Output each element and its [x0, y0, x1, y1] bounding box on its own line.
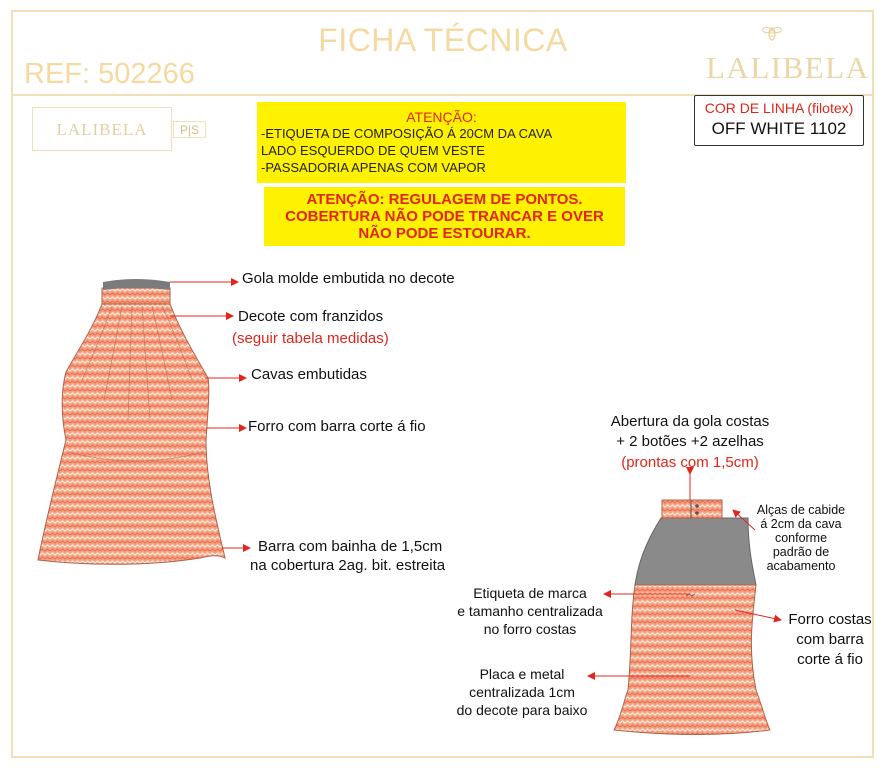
brand-logo: LALIBELA [706, 50, 870, 85]
callout-armholes: Cavas embutidas [251, 366, 367, 383]
callout-plate: centralizada 1cm [469, 684, 575, 700]
callout-plate: Placa e metal [479, 666, 565, 682]
callout-hanger-loops: á 2cm da cava [760, 517, 842, 531]
callout-back-opening-note: (prontas com 1,5cm) [621, 454, 759, 471]
callout-back-lining: Forro costas [788, 611, 872, 628]
callout-back-lining: com barra [796, 631, 864, 648]
callout-hanger-loops: conforme [774, 531, 828, 545]
callout-back-opening: Abertura da gola costas [610, 413, 770, 430]
callout-back-opening: + 2 botões +2 azelhas [616, 433, 764, 450]
callout-hanger-loops: Alças de cabide [756, 503, 846, 517]
callout-hanger-loops: padrão de [772, 545, 830, 559]
attention-line: LADO ESQUERDO DE QUEM VESTE [261, 143, 485, 158]
callout-neckline: Decote com franzidos [238, 308, 384, 325]
reference-code: REF: 502266 [24, 58, 195, 90]
callout-hem: Barra com bainha de 1,5cm [258, 538, 443, 555]
attention-line: ATENÇÃO: REGULAGEM DE PONTOS. [306, 191, 583, 208]
callout-neckline-note: (seguir tabela medidas) [232, 330, 389, 347]
callout-brand-label: Etiqueta de marca [473, 585, 587, 601]
callout-brand-label: e tamanho centralizada [457, 603, 603, 619]
brand-label-tag: LALIBELA [32, 107, 172, 151]
callout-brand-label: no forro costas [483, 621, 577, 637]
thread-color-value: OFF WHITE 1102 [711, 119, 847, 138]
page-title: FICHA TÉCNICA [318, 22, 568, 58]
attention-line: COBERTURA NÃO PODE TRANCAR E OVER [285, 208, 604, 225]
callout-hem: na cobertura 2ag. bit. estreita [250, 557, 446, 574]
attention-heading: ATENÇÃO: [406, 109, 477, 125]
size-label-tag: P|S [173, 121, 206, 138]
callout-hanger-loops: acabamento [766, 559, 836, 573]
callout-lining: Forro com barra corte á fio [248, 418, 426, 435]
callout-collar: Gola molde embutida no decote [242, 270, 455, 287]
attention-line: -PASSADORIA APENAS COM VAPOR [261, 160, 486, 175]
attention-line: -ETIQUETA DE COMPOSIÇÃO Á 20CM DA CAVA [261, 126, 553, 141]
attention-line: NÃO PODE ESTOURAR. [358, 225, 531, 242]
back-view-garment [614, 500, 770, 735]
thread-color-heading: COR DE LINHA (filotex) [704, 100, 854, 116]
callout-plate: do decote para baixo [456, 702, 588, 718]
front-view-garment [38, 279, 225, 564]
callout-back-lining: corte á fio [797, 651, 863, 668]
